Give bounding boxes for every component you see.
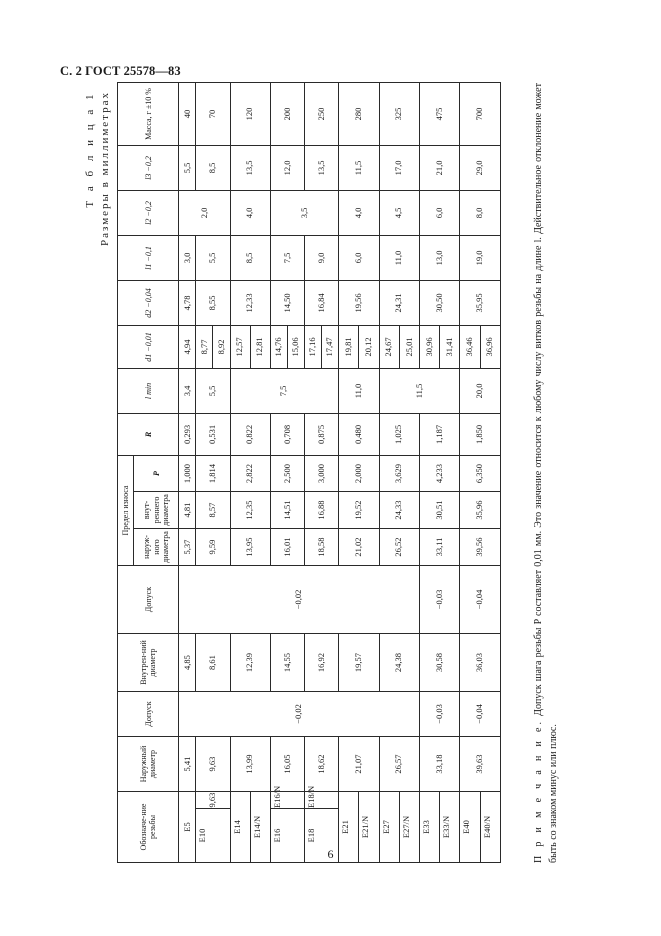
col-l1: l1 −0,1 (117, 235, 178, 280)
wear-outer-cell: 26,52 (379, 529, 419, 566)
table-row (178, 82, 195, 862)
col-outer-tolerance: Допуск (117, 692, 178, 737)
designation-cell: E40 (459, 792, 479, 863)
outer-tolerance-cell: −0,03 (419, 692, 459, 737)
inner-diameter-cell: 19,57 (338, 634, 378, 692)
designation-cell: E16/N (270, 792, 304, 809)
col-d2: d2 −0,04 (117, 280, 178, 325)
inner-diameter-cell: 16,92 (304, 634, 338, 692)
p-cell: 4,233 (419, 455, 459, 491)
l3-cell: 17,0 (379, 145, 419, 190)
l1-cell: 9,0 (304, 235, 338, 280)
l3-cell: 21,0 (419, 145, 459, 190)
outer-diameter-cell: 39,63 (459, 737, 500, 792)
outer-diameter-cell: 33,18 (419, 737, 459, 792)
table-row (338, 82, 358, 862)
outer-tolerance-cell: −0,04 (459, 692, 500, 737)
l2-cell: 4,0 (338, 190, 378, 235)
l3-cell: 12,0 (270, 145, 304, 190)
page-header: С. 2 ГОСТ 25578—83 (60, 64, 181, 78)
d1-cell: 8,77 (195, 325, 212, 368)
table-caption: Т а б л и ц а 1 (83, 91, 96, 208)
r-cell: 1,187 (419, 413, 459, 455)
lmin-cell: 11,5 (379, 368, 460, 413)
table-note (531, 83, 561, 863)
d2-cell: 14,50 (270, 280, 304, 325)
mass-cell: 200 (270, 82, 304, 145)
wear-inner-cell: 16,88 (304, 492, 338, 529)
wear-inner-cell: 30,51 (419, 492, 459, 529)
outer-diameter-cell: 9,63 (195, 792, 229, 809)
p-cell: 2,000 (338, 455, 378, 491)
p-cell: 2,500 (270, 455, 304, 491)
d1-cell: 19,81 (338, 325, 358, 368)
d2-cell: 4,78 (178, 280, 195, 325)
inner-tolerance-cell: −0,03 (419, 566, 459, 634)
d1-cell: 36,46 (459, 325, 479, 368)
designation-cell: E27 (379, 792, 399, 863)
wear-outer-cell: 9,59 (195, 529, 229, 566)
designation-cell: E5 (178, 792, 195, 863)
d1-cell: 31,41 (439, 325, 459, 368)
lmin-cell: 20,0 (459, 368, 500, 413)
l2-cell: 4,0 (230, 190, 270, 235)
p-cell: 3,629 (379, 455, 419, 491)
col-inner-diameter: Внутрен-ний диаметр (117, 634, 178, 692)
p-cell: 1,000 (178, 455, 195, 491)
d2-cell: 30,50 (419, 280, 459, 325)
designation-cell: E16 (270, 809, 304, 863)
wear-outer-cell: 5,37 (178, 529, 195, 566)
wear-inner-cell: 35,96 (459, 492, 500, 529)
designation-cell: E14 (230, 792, 250, 863)
r-cell: 0,293 (178, 413, 195, 455)
d1-cell: 25,01 (399, 325, 419, 368)
l3-cell: 13,5 (304, 145, 338, 190)
outer-diameter-cell: 21,07 (338, 737, 378, 792)
d1-cell: 36,96 (480, 325, 500, 368)
inner-tolerance-cell: −0,04 (459, 566, 500, 634)
l1-cell: 6,0 (338, 235, 378, 280)
table-row (230, 82, 250, 862)
d2-cell: 24,31 (379, 280, 419, 325)
d2-cell: 16,84 (304, 280, 338, 325)
col-inner-tolerance: Допуск (117, 566, 178, 634)
outer-diameter-cell: 13,99 (230, 737, 270, 792)
l3-cell: 8,5 (195, 145, 229, 190)
mass-cell: 280 (338, 82, 378, 145)
rotated-content (84, 83, 604, 863)
col-designation: Обозначе-ние резьбы (117, 792, 178, 863)
wear-outer-cell: 21,02 (338, 529, 378, 566)
l1-cell: 7,5 (270, 235, 304, 280)
l3-cell: 29,0 (459, 145, 500, 190)
p-cell: 1,814 (195, 455, 229, 491)
designation-cell: E33/N (439, 792, 459, 863)
r-cell: 1,850 (459, 413, 500, 455)
wear-inner-cell: 8,57 (195, 492, 229, 529)
thread-dimensions-table (117, 82, 501, 863)
wear-outer-cell: 39,56 (459, 529, 500, 566)
l2-cell: 4,5 (379, 190, 419, 235)
col-l3: l3 −0,2 (117, 145, 178, 190)
designation-cell: E18/N (304, 792, 338, 809)
wear-outer-cell: 33,11 (419, 529, 459, 566)
inner-diameter-cell: 24,38 (379, 634, 419, 692)
units-label: Размеры в миллиметрах (98, 91, 111, 246)
r-cell: 0,531 (195, 413, 229, 455)
table-row (270, 82, 287, 862)
d1-cell: 24,67 (379, 325, 399, 368)
l3-cell: 11,5 (338, 145, 378, 190)
mass-cell: 250 (304, 82, 338, 145)
d2-cell: 19,56 (338, 280, 378, 325)
inner-diameter-cell: 4,85 (178, 634, 195, 692)
page-number: 6 (327, 847, 334, 861)
l1-cell: 3,0 (178, 235, 195, 280)
d2-cell: 12,33 (230, 280, 270, 325)
r-cell: 0,480 (338, 413, 378, 455)
wear-inner-cell: 19,52 (338, 492, 378, 529)
inner-diameter-cell: 12,39 (230, 634, 270, 692)
wear-inner-cell: 12,35 (230, 492, 270, 529)
col-wear-inner: внут-реннего диаметра (133, 492, 178, 529)
outer-tolerance-cell: −0,02 (178, 692, 419, 737)
designation-cell: E21 (338, 792, 358, 863)
d2-cell: 35,95 (459, 280, 500, 325)
note-lead: П р и м е ч а н и е. (532, 719, 544, 863)
designation-cell: E33 (419, 792, 439, 863)
l3-cell: 13,5 (230, 145, 270, 190)
outer-diameter-cell: 18,62 (304, 737, 338, 792)
mass-cell: 40 (178, 82, 195, 145)
lmin-cell: 11,0 (338, 368, 378, 413)
wear-outer-cell: 13,95 (230, 529, 270, 566)
outer-diameter-cell: 9,63 (195, 737, 229, 792)
designation-cell: E18 (304, 809, 338, 863)
d1-cell: 17,16 (304, 325, 321, 368)
col-d1: d1 −0,01 (117, 325, 178, 368)
lmin-cell: 3,4 (178, 368, 195, 413)
l2-cell: 8,0 (459, 190, 500, 235)
d1-cell: 12,81 (250, 325, 270, 368)
lmin-cell: 7,5 (230, 368, 339, 413)
col-r: R (117, 413, 178, 455)
d1-cell: 17,47 (321, 325, 338, 368)
col-wear-outer: наруж-ного диаметра (133, 529, 178, 566)
l2-cell: 2,0 (178, 190, 229, 235)
outer-diameter-cell: 26,57 (379, 737, 419, 792)
p-cell: 2,822 (230, 455, 270, 491)
mass-cell: 475 (419, 82, 459, 145)
l1-cell: 11,0 (379, 235, 419, 280)
outer-diameter-cell: 5,41 (178, 737, 195, 792)
l2-cell: 3,5 (270, 190, 338, 235)
table-row (379, 82, 399, 862)
mass-cell: 700 (459, 82, 500, 145)
r-cell: 0,708 (270, 413, 304, 455)
d1-cell: 8,92 (212, 325, 229, 368)
d1-cell: 15,06 (287, 325, 304, 368)
mass-cell: 70 (195, 82, 229, 145)
designation-cell: E14/N (250, 792, 270, 863)
inner-diameter-cell: 14,55 (270, 634, 304, 692)
designation-cell: E10 (195, 809, 229, 863)
wear-outer-cell: 18,58 (304, 529, 338, 566)
p-cell: 6,350 (459, 455, 500, 491)
mass-cell: 120 (230, 82, 270, 145)
d1-cell: 14,76 (270, 325, 287, 368)
inner-diameter-cell: 30,58 (419, 634, 459, 692)
lmin-cell: 5,5 (195, 368, 229, 413)
inner-diameter-cell: 8,61 (195, 634, 229, 692)
r-cell: 0,875 (304, 413, 338, 455)
p-cell: 3,000 (304, 455, 338, 491)
d2-cell: 8,55 (195, 280, 229, 325)
col-lmin: l min (117, 368, 178, 413)
l3-cell: 5,5 (178, 145, 195, 190)
wear-outer-cell: 16,01 (270, 529, 304, 566)
l1-cell: 8,5 (230, 235, 270, 280)
designation-cell: E21/N (358, 792, 378, 863)
l2-cell: 6,0 (419, 190, 459, 235)
col-l2: l2 −0,2 (117, 190, 178, 235)
col-p: P (133, 455, 178, 491)
inner-diameter-cell: 36,03 (459, 634, 500, 692)
designation-cell: E27/N (399, 792, 419, 863)
r-cell: 1,025 (379, 413, 419, 455)
d1-cell: 12,57 (230, 325, 250, 368)
l1-cell: 13,0 (419, 235, 459, 280)
mass-cell: 325 (379, 82, 419, 145)
outer-diameter-cell: 16,05 (270, 737, 304, 792)
col-outer-diameter: Наружный диаметр (117, 737, 178, 792)
d1-cell: 30,96 (419, 325, 439, 368)
wear-inner-cell: 4,81 (178, 492, 195, 529)
col-wear-limit: Предел износа (117, 455, 133, 565)
wear-inner-cell: 24,33 (379, 492, 419, 529)
note-body: Допуск шага резьбы P составляет 0,01 мм. Это значение относится к любому числу витков резьбы на длине l. Действительное отклонение может быть со знаком минус или плюс. (532, 83, 559, 863)
l1-cell: 19,0 (459, 235, 500, 280)
table-row (419, 82, 439, 862)
table-row (459, 82, 479, 862)
col-mass: Масса, г ±10 % (117, 82, 178, 145)
r-cell: 0,822 (230, 413, 270, 455)
l1-cell: 5,5 (195, 235, 229, 280)
d1-cell: 4,94 (178, 325, 195, 368)
designation-cell: E40/N (480, 792, 500, 863)
header-row (117, 82, 133, 862)
wear-inner-cell: 14,51 (270, 492, 304, 529)
d1-cell: 20,12 (358, 325, 378, 368)
inner-tolerance-cell: −0,02 (178, 566, 419, 634)
